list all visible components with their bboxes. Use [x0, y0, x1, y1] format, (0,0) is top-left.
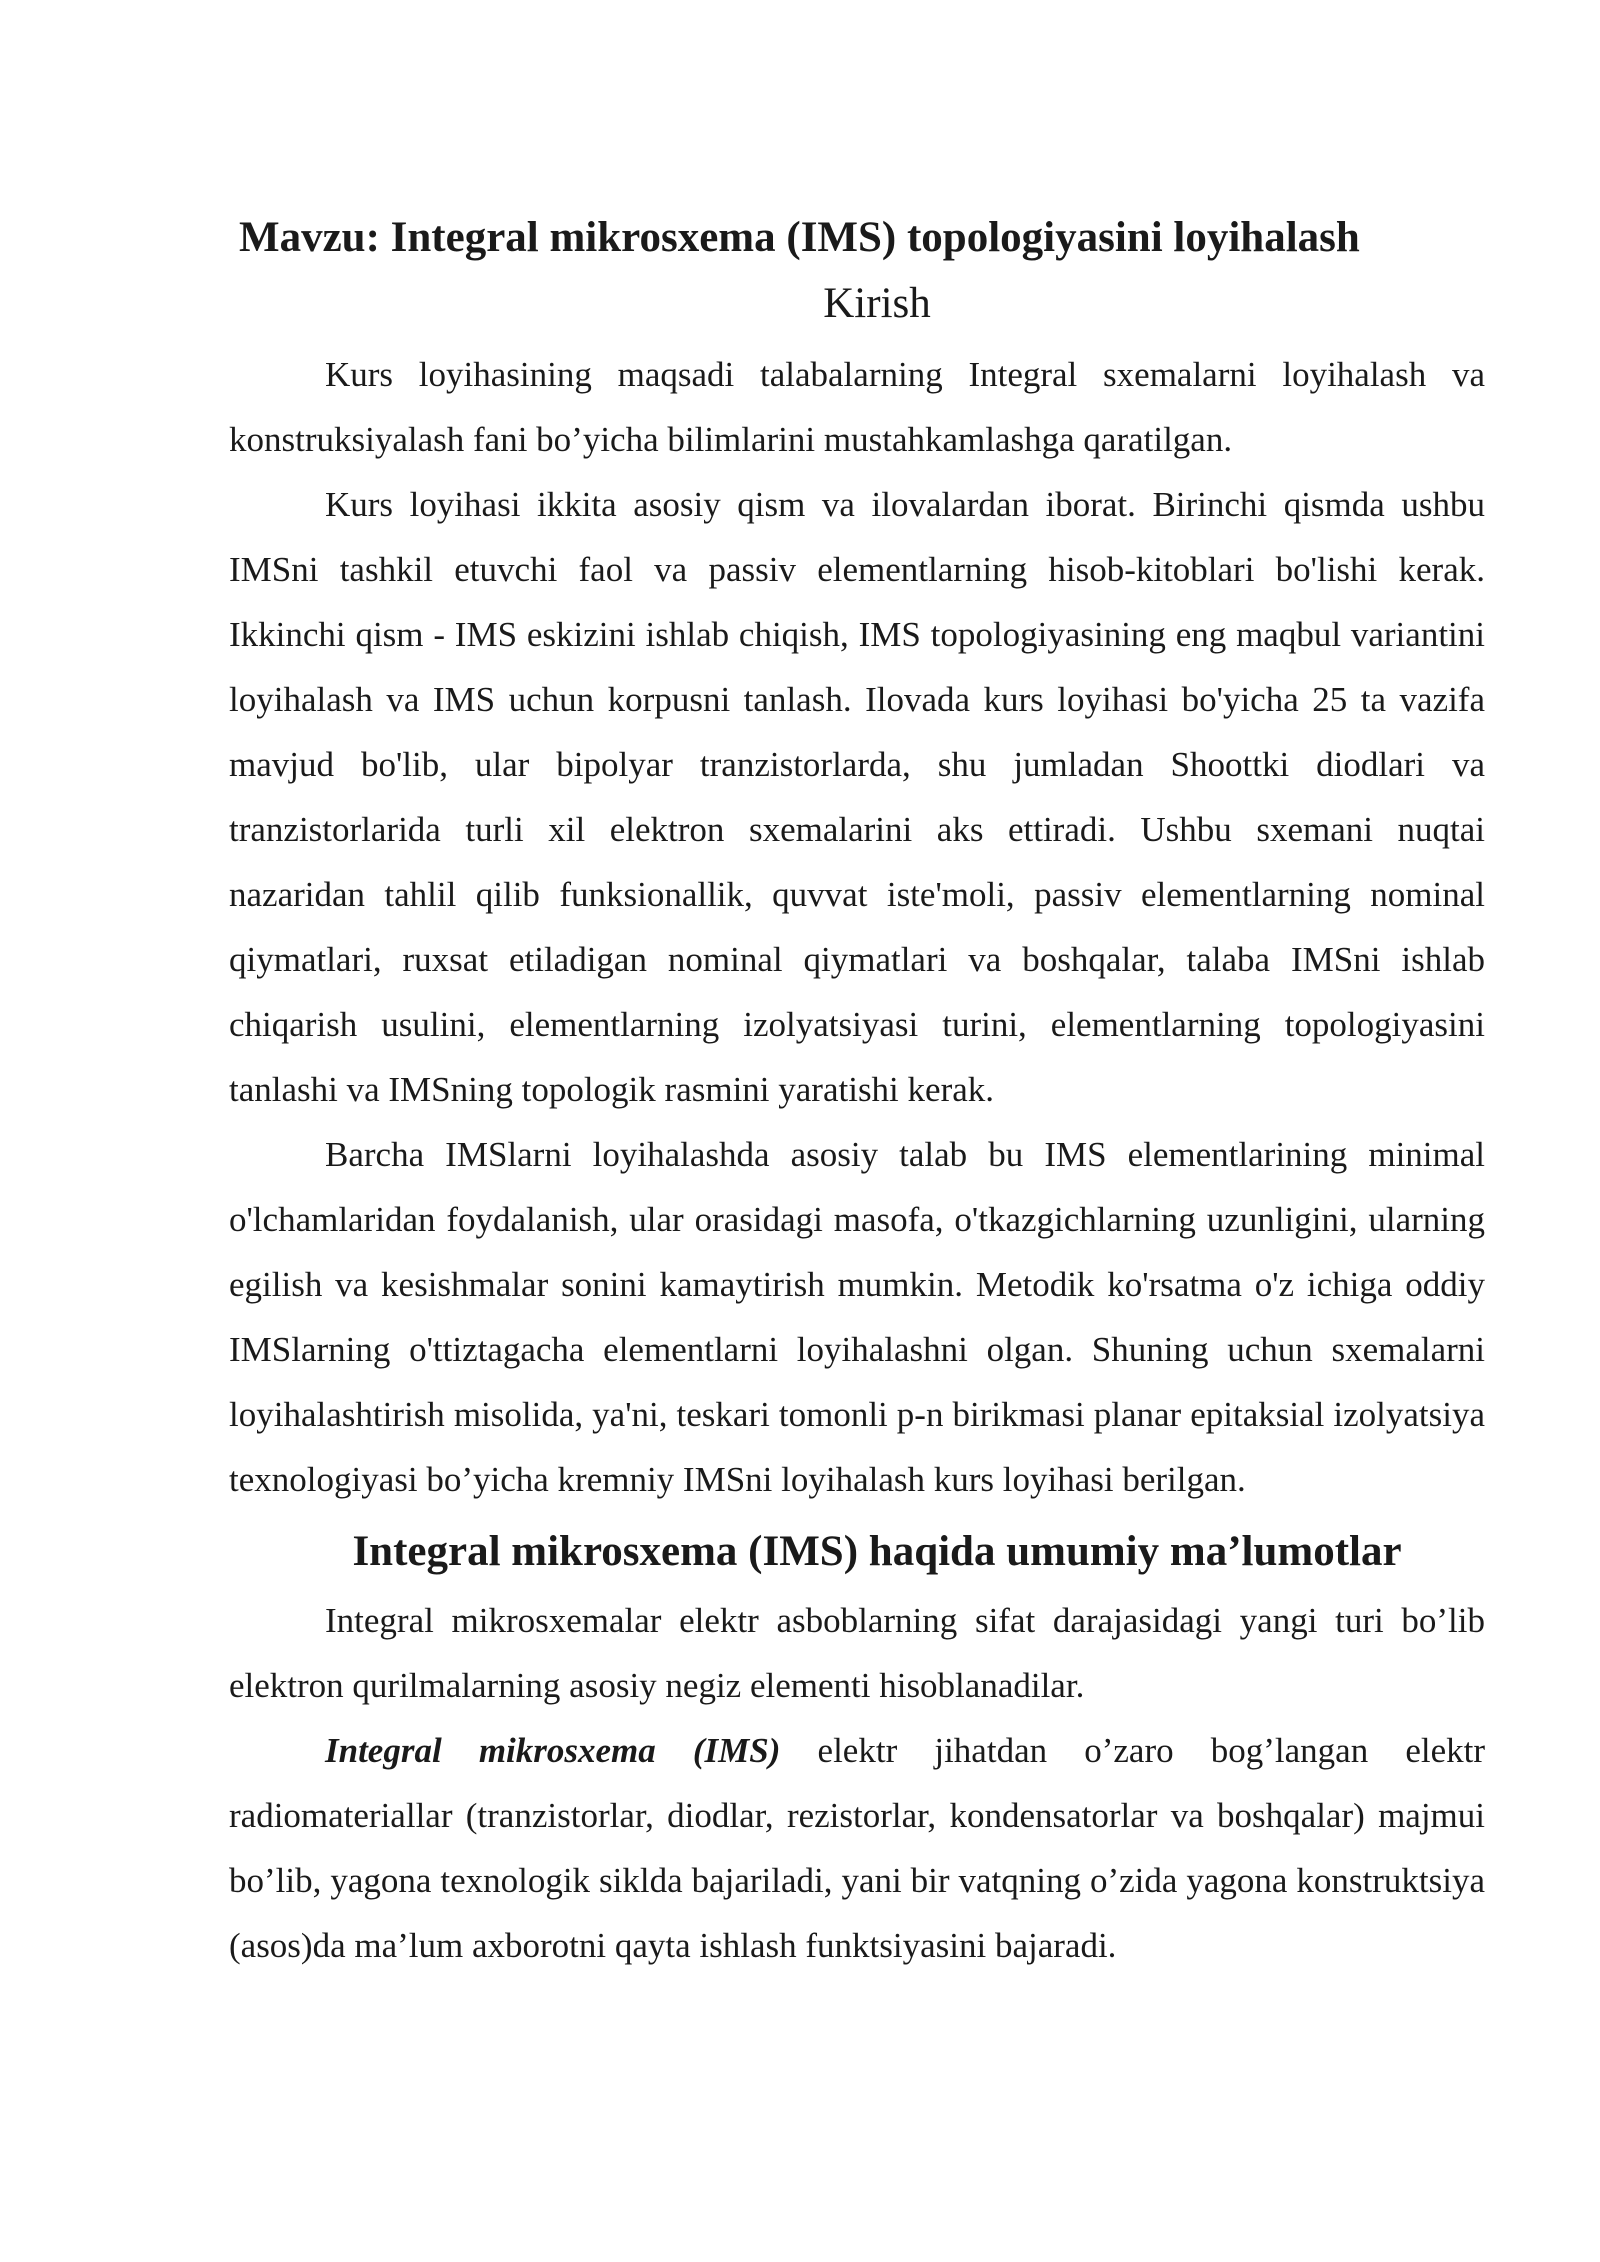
section-paragraph-2 — [229, 1718, 1485, 1978]
defined-term: Integral mikrosxema (IMS) — [325, 1731, 781, 1770]
section-heading-general-info: Integral mikrosxema (IMS) haqida umumiy ma’lumotlar — [352, 1528, 1402, 1575]
section-paragraph-1: Integral mikrosxemalar elektr asboblarning sifat darajasidagi yangi turi bo’lib elektron qurilmalarning asosiy negiz elementi hisoblanadilar. — [229, 1601, 1485, 1705]
document-body — [229, 210, 1485, 1978]
intro-paragraph-3: Barcha IMSlarni loyihalashda asosiy talab bu IMS elementlarining minimal o'lchamlaridan foydalanish, ular orasidagi masofa, o'tkazgichlarning uzunligini, ularning egilish va kesishmalar sonini kamaytirish mumkin. Metodik ko'rsatma o'z ichiga oddiy IMSlarning o'ttiztagacha elementlarni loyihalashni olgan. Shuning uchun sxemalarni loyihalashtirish misolida, ya'ni, teskari tomonli p-n birikmasi planar epitaksial izolyatsiya texnologiyasi bo’yicha kremniy IMSni loyihalash kurs loyihasi berilgan. — [229, 1135, 1485, 1499]
intro-paragraph-2: Kurs loyihasi ikkita asosiy qism va ilovalardan iborat. Birinchi qismda ushbu IMSni tashkil etuvchi faol va passiv elementlarning hisob-kitoblari bo'lishi kerak. Ikkinchi qism - IMS eskizini ishlab chiqish, IMS topologiyasining eng maqbul variantini loyihalash va IMS uchun korpusni tanlash. Ilovada kurs loyihasi bo'yicha 25 ta vazifa mavjud bo'lib, ular bipolyar tranzistorlarda, shu jumladan Shoottki diodlari va tranzistorlarida turli xil elektron sxemalarini aks ettiradi. Ushbu sxemani nuqtai nazaridan tahlil qilib funksionallik, quvvat iste'moli, passiv elementlarning nominal qiymatlari, ruxsat etiladigan nominal qiymatlari va boshqalar, talaba IMSni ishlab chiqarish usulini, elementlarning izolyatsiyasi turini, elementlarning topologiyasini tanlashi va IMSning topologik rasmini yaratishi kerak. — [229, 485, 1485, 1109]
intro-paragraph-1: Kurs loyihasining maqsadi talabalarning Integral sxemalarni loyihalash va konstruksiyalash fani bo’yicha bilimlarini mustahkamlashga qaratilgan. — [229, 355, 1485, 459]
section-heading-introduction: Kirish — [823, 280, 931, 327]
definition-text: elektr jihatdan o’zaro bog’langan elektr radiomateriallar (tranzistorlar, diodlar, rezistorlar, kondensatorlar va boshqalar) majmui bo’lib, yagona texnologik siklda bajariladi, yani bir vatqning o’zida yagona konstruktsiya (asos)da ma’lum axborotni qayta ishlash funktsiyasini bajaradi. — [229, 1731, 1485, 1965]
document-title: Mavzu: Integral mikrosxema (IMS) topologiyasini loyihalash — [239, 214, 1360, 261]
